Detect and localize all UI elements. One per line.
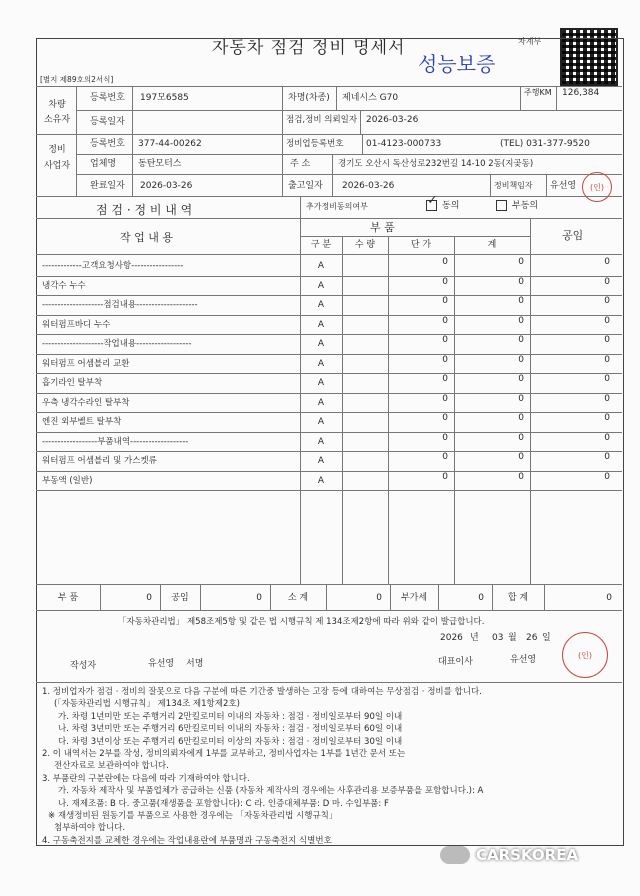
row-type: A: [317, 476, 325, 486]
watermark-text: CARSKOREA: [476, 846, 579, 864]
model-label: 차명(차종): [288, 93, 330, 103]
issue-year-unit: 년: [470, 633, 479, 643]
row-type: A: [317, 300, 325, 310]
row-price: 0: [442, 433, 448, 443]
row-labor: 0: [604, 433, 610, 443]
row-type: A: [317, 261, 325, 271]
issue-year: 2026: [440, 633, 463, 643]
out-date-label: 출고일자: [288, 181, 323, 191]
details-section-title: 점 검 · 정 비 내 역: [96, 203, 193, 217]
issue-day-unit: 일: [542, 633, 551, 643]
total-parts-value: 0: [146, 593, 152, 603]
address-label: 주 소: [290, 159, 311, 169]
row-total: 0: [518, 452, 524, 462]
note-line: 가. 차령 1년미만 또는 주행거리 2만킬로미터 이내의 자동차 : 점검 · 정비일로부터 90일 이내: [58, 711, 403, 722]
shop-label-line2: 사업자: [43, 161, 71, 171]
note-line: ※ 재생정비된 원동기를 부품으로 사용한 경우에는 「자동차관리법 시행규칙」: [48, 811, 338, 821]
row-labor: 0: [604, 355, 610, 365]
row-labor: 0: [604, 257, 610, 267]
row-labor: 0: [604, 472, 610, 482]
model-value: 제네시스 G70: [342, 93, 399, 103]
row-description: 엔진 외부벨트 탈부착: [42, 417, 122, 427]
note-line: 다. 차령 3년이상 또는 주행거리 6만킬로미터 이상의 자동차 : 점검 · 정비일로부터 30일 이내: [58, 736, 403, 747]
row-type: A: [317, 456, 325, 466]
vehicle-reg-date-label: 등록일자: [90, 117, 125, 127]
issue-statement: 「자동차관리법」 제58조제5항 및 같은 법 시행규칙 제 134조제2항에 따라 위와 같이 발급합니다.: [118, 617, 485, 627]
row-price: 0: [442, 335, 448, 345]
manager-seal: (인): [582, 172, 612, 202]
col-total-header: 계: [487, 240, 497, 250]
row-description: 흡기라인 탈부착: [42, 378, 103, 388]
row-price: 0: [442, 277, 448, 287]
row-type: A: [317, 359, 325, 369]
total-labor-value: 0: [256, 593, 262, 603]
disagree-label: 부동의: [512, 201, 539, 211]
row-price: 0: [442, 296, 448, 306]
subtotal-value: 0: [376, 593, 382, 603]
row-labor: 0: [604, 374, 610, 384]
shop-reg-no: 377-44-00262: [138, 139, 202, 149]
row-price: 0: [442, 394, 448, 404]
company-seal: (인): [562, 632, 608, 678]
signature-label: 서명: [186, 659, 204, 669]
row-labor: 0: [604, 296, 610, 306]
row-description: -------------고객요청사항-----------------: [42, 261, 184, 271]
row-description: --------------------작업내용------------------: [42, 339, 192, 349]
row-type: A: [317, 437, 325, 447]
issue-month-unit: 월: [508, 633, 517, 643]
row-total: 0: [518, 374, 524, 384]
row-price: 0: [442, 472, 448, 482]
shop-reg-no-label: 등록번호: [90, 139, 125, 149]
row-price: 0: [442, 257, 448, 267]
row-description: ------------------부품내역-------------------: [42, 437, 189, 447]
shop-address: 경기도 오산시 독산성로232번길 14-10 2동(지곶동): [338, 159, 534, 169]
biz-reg-no: 01-4123-000733: [366, 139, 442, 149]
request-date: 2026-03-26: [366, 115, 419, 125]
row-type: A: [317, 398, 325, 408]
disagree-checkbox[interactable]: [496, 200, 507, 211]
owner-label-line2: 소유자: [43, 115, 71, 125]
row-price: 0: [442, 374, 448, 384]
row-labor: 0: [604, 394, 610, 404]
note-line: 첨부하여야 합니다.: [54, 823, 126, 834]
note-line: 2. 이 내역서는 2부를 작성, 정비의뢰자에게 1부를 교부하고, 정비사업자는 1부를 1년간 문서 또는: [42, 749, 406, 759]
consent-label: 추가정비동의여부: [306, 202, 368, 211]
rep-label: 대표이사: [438, 657, 473, 667]
done-date: 2026-03-26: [140, 181, 193, 191]
rep-name: 유선영: [510, 655, 537, 665]
col-price-header: 단 가: [410, 240, 432, 250]
row-total: 0: [518, 394, 524, 404]
col-type-header: 구 분: [310, 240, 332, 250]
row-labor: 0: [604, 413, 610, 423]
row-labor: 0: [604, 316, 610, 326]
row-description: 부동액 (일반): [42, 476, 93, 486]
mileage-label: 주행KM: [524, 88, 552, 97]
row-total: 0: [518, 413, 524, 423]
row-total: 0: [518, 433, 524, 443]
row-labor: 0: [604, 277, 610, 287]
issue-day: 26: [526, 633, 538, 643]
note-line: (「자동차관리법 시행규칙」 제134조 제1항제2호): [54, 699, 240, 710]
row-description: 우측 냉각수라인 탈부착: [42, 398, 130, 408]
out-date: 2026-03-26: [342, 181, 395, 191]
row-price: 0: [442, 413, 448, 423]
form-number: [별지 제89호의2서식]: [40, 75, 114, 84]
row-price: 0: [442, 452, 448, 462]
mileage-value: 126,384: [562, 88, 600, 98]
shop-tel: (TEL) 031-377-9520: [500, 139, 590, 149]
carskorea-watermark: [440, 840, 620, 870]
note-line: 3. 부품란의 구분란에는 다음에 따라 기재하여야 합니다.: [42, 773, 250, 784]
total-parts-label: 부 품: [57, 593, 79, 603]
row-labor: 0: [604, 335, 610, 345]
note-line: 가. 자동차 제작사 및 부품업체가 공급하는 신품 (자동차 제작사의 경우에는 사후관리용 보증부품을 포함합니다.): A: [58, 786, 484, 797]
writer-label: 작성자: [70, 661, 97, 671]
row-total: 0: [518, 296, 524, 306]
manager-name: 유선영: [550, 181, 577, 191]
sum-value: 0: [606, 593, 612, 603]
row-total: 0: [518, 277, 524, 287]
issue-month: 03: [492, 633, 504, 643]
vat-value: 0: [478, 593, 484, 603]
row-total: 0: [518, 355, 524, 365]
row-total: 0: [518, 472, 524, 482]
note-line: 4. 구동축전지를 교체한 경우에는 작업내용란에 부품명과 구동축전지 식별번호: [42, 835, 332, 846]
row-type: A: [317, 417, 325, 427]
manager-label: 정비책임자: [494, 181, 533, 190]
sum-label: 합 계: [507, 593, 529, 603]
owner-label-line1: 차량: [48, 100, 66, 110]
row-price: 0: [442, 355, 448, 365]
shop-name-label: 업체명: [90, 159, 117, 169]
document-title: 자동차 점검 정비 명세서: [212, 38, 406, 58]
note-line: 전산자료로 보관하여야 합니다.: [54, 761, 169, 772]
row-type: A: [317, 320, 325, 330]
shop-name: 동탄모터스: [138, 159, 182, 169]
work-header: 작 업 내 용: [120, 231, 173, 244]
biz-reg-label: 정비업등록번호: [286, 139, 344, 149]
note-line: 나. 재제조품: B 다. 중고품(재생품을 포함합니다): C 라. 인증대체부품: D 마. 수입부품: F: [58, 798, 389, 809]
subtotal-label: 소 계: [287, 593, 309, 603]
car-logo-icon: [440, 846, 470, 864]
row-description: 워터펌프바디 누수: [42, 320, 111, 330]
total-labor-label: 공임: [171, 593, 189, 603]
note-line: 나. 차령 3년미만 또는 주행거리 6만킬로미터 이내의 자동차 : 점검 · 정비일로부터 60일 이내: [58, 724, 403, 735]
writer-name: 유선영: [148, 659, 175, 669]
row-total: 0: [518, 335, 524, 345]
vehicle-reg-no: 197모6585: [140, 93, 189, 103]
labor-header: 공임: [562, 229, 584, 242]
row-description: 워터펌프 어셈블리 교환: [42, 359, 130, 369]
agree-label: 동의: [442, 201, 460, 211]
request-date-label: 점검,정비 의뢰일자: [286, 115, 358, 125]
row-labor: 0: [604, 452, 610, 462]
handwritten-warranty-note: 성능보증: [418, 52, 496, 76]
note-line: 1. 정비업자가 점검 · 정비의 잘못으로 다음 구분에 따른 기간중 발생하는 고장 등에 대하여는 무상점검 · 정비를 합니다.: [42, 687, 482, 697]
checkmark-icon: ✓: [427, 193, 438, 208]
row-total: 0: [518, 316, 524, 326]
top-right-label: 차계부: [518, 37, 542, 46]
col-qty-header: 수 량: [354, 240, 376, 250]
row-description: 냉각수 누수: [42, 281, 86, 291]
parts-header: 부 품: [370, 221, 395, 234]
shop-label-line1: 정비: [48, 145, 66, 155]
row-type: A: [317, 378, 325, 388]
row-description: --------------------점검내용--------------------: [42, 300, 198, 310]
done-date-label: 완료일자: [90, 181, 125, 191]
vehicle-reg-no-label: 등록번호: [90, 93, 125, 103]
row-price: 0: [442, 316, 448, 326]
row-total: 0: [518, 257, 524, 267]
row-type: A: [317, 281, 325, 291]
row-type: A: [317, 339, 325, 349]
vat-label: 부가세: [400, 593, 428, 603]
row-description: 워터펌프 어셈블리 및 가스켓류: [42, 456, 157, 466]
